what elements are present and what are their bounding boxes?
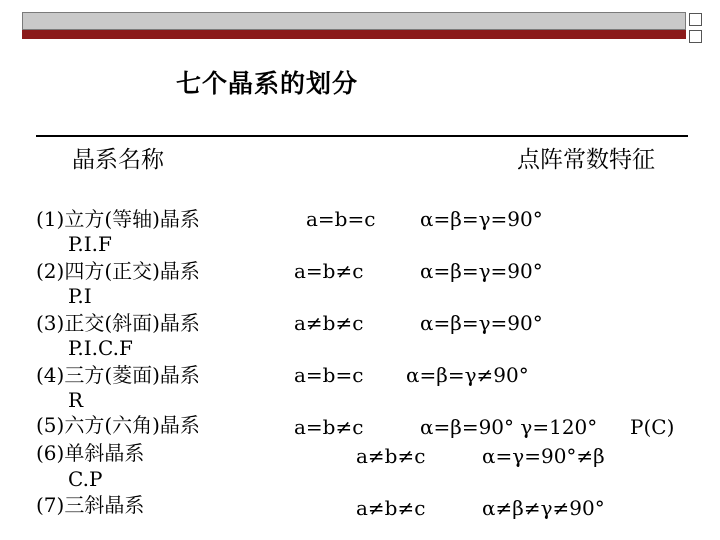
column-header-name: 晶系名称 xyxy=(72,147,164,173)
system-name: (7)三斜晶系 xyxy=(36,493,145,517)
header-bar xyxy=(22,12,686,30)
axis-relation: a=b≠c xyxy=(294,259,364,283)
lattice-types: P.I xyxy=(68,284,92,308)
angle-relation: α=β=90° γ=120° xyxy=(420,415,598,439)
system-name: (5)六方(六角)晶系 xyxy=(36,413,200,437)
lattice-types: R xyxy=(68,388,84,412)
lattice-types: P(C) xyxy=(630,415,675,439)
corner-square-icon xyxy=(689,30,702,43)
axis-relation: a≠b≠c xyxy=(356,444,426,468)
axis-relation: a=b=c xyxy=(294,363,364,387)
angle-relation: α=β=γ=90° xyxy=(420,207,543,231)
lattice-types: C.P xyxy=(68,467,103,491)
axis-relation: a=b=c xyxy=(306,207,376,231)
column-header-params: 点阵常数特征 xyxy=(517,147,655,173)
system-name: (3)正交(斜面)晶系 xyxy=(36,311,200,335)
page-title: 七个晶系的划分 xyxy=(176,69,359,98)
axis-relation: a≠b≠c xyxy=(356,496,426,520)
angle-relation: α=β=γ=90° xyxy=(420,311,543,335)
corner-square-icon xyxy=(689,13,702,26)
axis-relation: a=b≠c xyxy=(294,415,364,439)
system-name: (6)单斜晶系 xyxy=(36,441,145,465)
lattice-types: P.I.F xyxy=(68,232,112,256)
system-name: (1)立方(等轴)晶系 xyxy=(36,207,200,231)
angle-relation: α=γ=90°≠β xyxy=(482,444,605,468)
system-name: (4)三方(菱面)晶系 xyxy=(36,363,200,387)
header-accent-bar xyxy=(22,30,686,39)
lattice-types: P.I.C.F xyxy=(68,336,133,360)
angle-relation: α=β=γ=90° xyxy=(420,259,543,283)
system-name: (2)四方(正交)晶系 xyxy=(36,259,200,283)
angle-relation: α≠β≠γ≠90° xyxy=(482,496,605,520)
divider xyxy=(36,135,688,137)
angle-relation: α=β=γ≠90° xyxy=(406,363,529,387)
axis-relation: a≠b≠c xyxy=(294,311,364,335)
